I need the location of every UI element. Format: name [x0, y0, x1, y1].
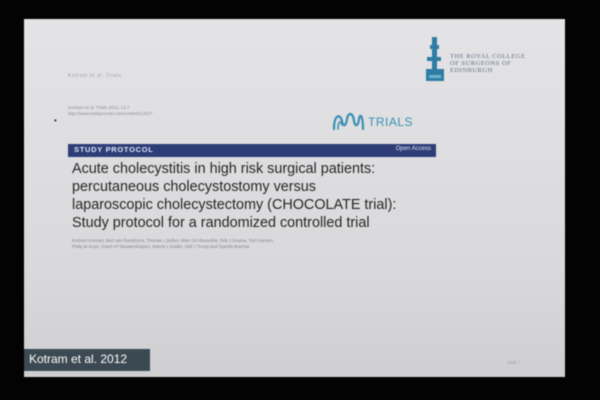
trials-wordmark: TRIALS — [368, 115, 414, 129]
society-line: EDINBURGH — [450, 67, 493, 74]
trials-journal-logo — [330, 107, 430, 135]
citation-url: http://www.trialsjournal.com/content/13/1/7 — [68, 111, 153, 116]
royal-college-name — [450, 53, 550, 74]
open-access-label: Open Access — [395, 146, 431, 152]
slide-header-text: Kotram et al. Trials — [68, 73, 122, 79]
royal-college-logo — [424, 35, 554, 95]
caption-text: Kotram et al. 2012 — [29, 352, 128, 366]
title-line: Acute cholecystitis in high risk surgical patients: — [72, 161, 376, 177]
presentation-slide — [24, 19, 565, 377]
author-line: Kortram Kortram, Bert van Ramshorst, Thomas L Bollen, Marc GH Besselink, Dirk J Gouma, Tom Karsten, — [72, 238, 274, 243]
society-line: THE ROYAL COLLEGE — [450, 53, 526, 60]
title-line: percutaneous cholecystostomy versus — [72, 179, 316, 195]
citation-line: Kortram et al. Trials 2012, 13:7 — [68, 105, 130, 110]
title-line: laparoscopic cholecystectomy (CHOCOLATE trial): — [72, 197, 397, 213]
caption-box — [24, 349, 150, 371]
study-protocol-bar — [68, 144, 436, 157]
citation-block — [68, 105, 153, 117]
paper-title — [72, 160, 452, 232]
author-list — [72, 238, 402, 250]
society-line: OF SURGEONS OF — [450, 60, 512, 67]
title-line: Study protocol for a randomized controlled trial — [72, 215, 370, 231]
tower-logo-icon — [424, 35, 448, 83]
bullet-point: • — [54, 116, 57, 125]
slide-number: Slide 7 — [507, 360, 521, 365]
author-line: Philip M Kruyt, Grard AP Nieuwenhuijzen, Marnix L Kelder, Olaf J Tromp and Djamila Boerma — [72, 244, 250, 249]
study-protocol-label: STUDY PROTOCOL — [74, 145, 154, 154]
trials-logo-icon — [330, 107, 366, 135]
